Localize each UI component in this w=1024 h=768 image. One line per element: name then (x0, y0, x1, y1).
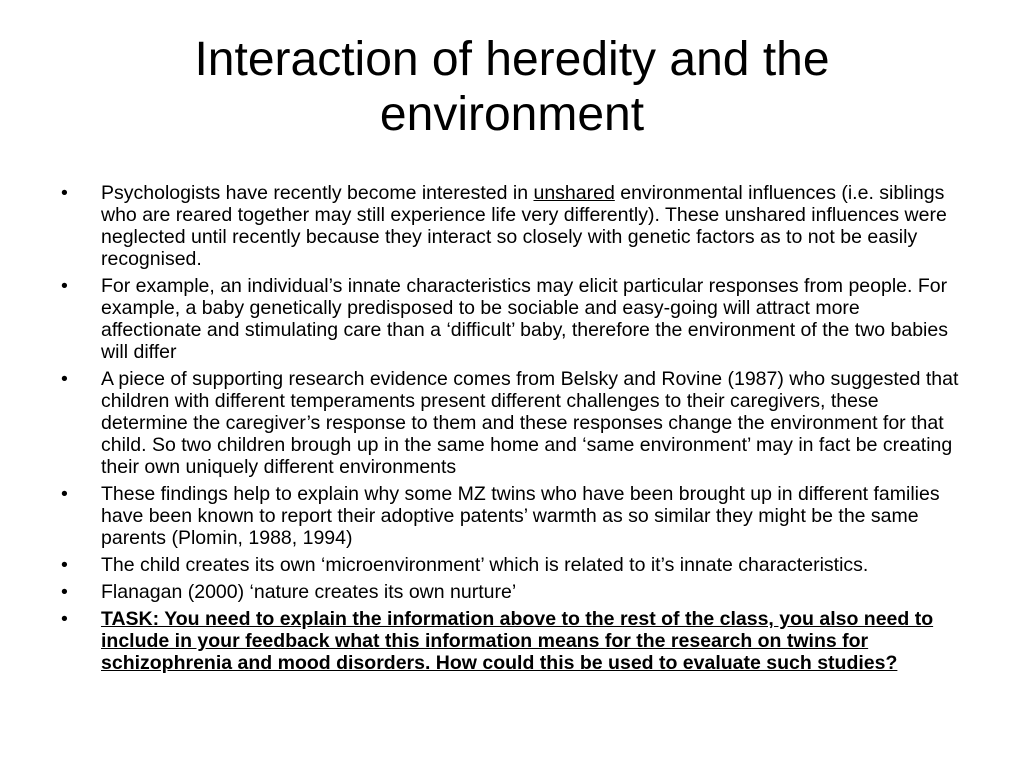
bullet-item-task (56, 608, 961, 674)
slide-title: Interaction of heredity and the environment (194, 33, 830, 141)
bullet-text: Flanagan (2000) ‘nature creates its own nurture’ (101, 581, 517, 603)
bullet-icon: • (61, 554, 68, 576)
bullet-item-microenvironment (56, 554, 961, 576)
bullet-icon: • (61, 368, 68, 390)
bullet-icon: • (61, 275, 68, 297)
bullet-item-supporting-research (56, 368, 961, 478)
task-text: TASK: You need to explain the information above to the rest of the class, you also need to include in your feedback what this information means for the research on twins for schizophrenia and mood disorders. How could this be used to evaluate such studies? (101, 608, 934, 674)
bullet-text-rest: environmental influences (i.e. siblings who are reared together may still experience life very differently). These unshared influences were neglected until recently because they interact so closely with genetic factors as to not be easily recognised. (101, 182, 947, 270)
bullet-icon: • (61, 483, 68, 505)
bullet-text-lead: Psychologists have recently become interested in (101, 182, 534, 204)
bullet-item-innate-characteristics (56, 275, 961, 363)
bullet-text: These findings help to explain why some MZ twins who have been brought up in different families have been known to report their adoptive patents’ warmth as so similar they might be the same parents (Plomin, 1988, 1994) (101, 483, 940, 549)
bullet-icon: • (61, 182, 68, 204)
bullet-item-unshared-influences (56, 182, 961, 270)
bullet-text: A piece of supporting research evidence comes from Belsky and Rovine (1987) who suggested that children with different temperaments present different challenges to their caregivers, these determine the caregiver’s response to them and these responses change the environment for that child. So two children brough up in the same home and ‘same environment’ may in fact be creating their own uniquely different environments (101, 368, 959, 478)
underlined-term: unshared (533, 182, 615, 204)
bullet-item-flanagan-quote (56, 581, 961, 603)
bullet-icon: • (61, 581, 68, 603)
bullet-item-mz-twins (56, 483, 961, 549)
bullet-text: For example, an individual’s innate characteristics may elicit particular responses from people. For example, a baby genetically predisposed to be sociable and easy-going will attract more affectionate and stimulating care than a ‘difficult’ baby, therefore the environment of the two babies will differ (101, 275, 948, 363)
bullet-text: The child creates its own ‘microenvironment’ which is related to it’s innate characteristics. (101, 554, 869, 576)
bullet-list (56, 182, 961, 679)
bullet-icon: • (61, 608, 68, 630)
